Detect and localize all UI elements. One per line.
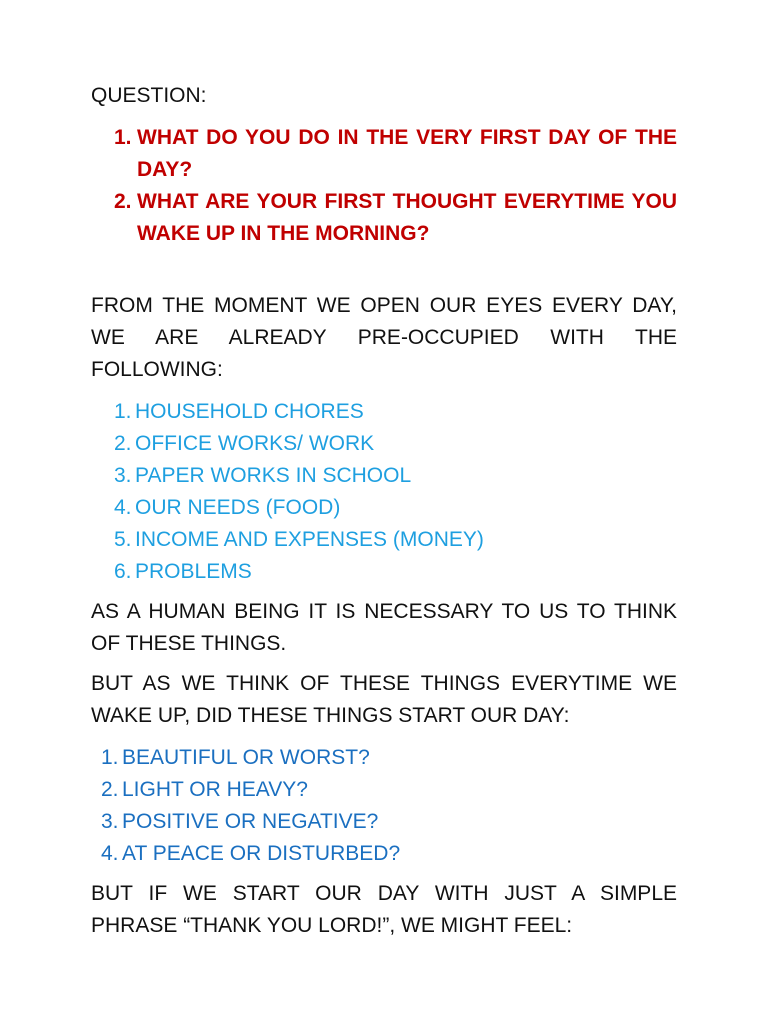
list-item-text: POSITIVE OR NEGATIVE? bbox=[122, 810, 379, 833]
list-item bbox=[114, 556, 677, 588]
list-item bbox=[101, 774, 677, 806]
list-item bbox=[101, 806, 677, 838]
list-item-text: BEAUTIFUL OR WORST? bbox=[122, 746, 370, 769]
question-item bbox=[114, 122, 677, 186]
preoccupation-list bbox=[114, 396, 677, 588]
question-list bbox=[114, 122, 677, 250]
list-item bbox=[114, 492, 677, 524]
closing-paragraph: BUT IF WE START OUR DAY WITH JUST A SIMPLE PHRASE “THANK YOU LORD!”, WE MIGHT FEEL: bbox=[91, 882, 677, 937]
list-number: 2. bbox=[101, 778, 119, 801]
list-number: 4. bbox=[101, 842, 119, 865]
list-number: 3. bbox=[114, 464, 132, 487]
question-item bbox=[114, 186, 677, 250]
list-number: 3. bbox=[101, 810, 119, 833]
list-item bbox=[101, 742, 677, 774]
question-heading: QUESTION: bbox=[91, 84, 207, 107]
question-paragraph: BUT AS WE THINK OF THESE THINGS EVERYTIME WE WAKE UP, DID THESE THINGS START OUR DAY: bbox=[91, 672, 677, 727]
list-number: 2. bbox=[114, 432, 132, 455]
document-page bbox=[91, 80, 677, 942]
intro-paragraph: FROM THE MOMENT WE OPEN OUR EYES EVERY DAY, WE ARE ALREADY PRE-OCCUPIED WITH THE FOLLOWING: bbox=[91, 294, 677, 381]
list-item-text: PROBLEMS bbox=[135, 560, 252, 583]
list-item-text: OUR NEEDS (FOOD) bbox=[135, 496, 341, 519]
question-text: WHAT DO YOU DO IN THE VERY FIRST DAY OF THE DAY? bbox=[137, 126, 677, 181]
list-number: 5. bbox=[114, 528, 132, 551]
list-number: 4. bbox=[114, 496, 132, 519]
list-item-text: AT PEACE OR DISTURBED? bbox=[122, 842, 401, 865]
list-item bbox=[114, 524, 677, 556]
list-number: 2. bbox=[114, 190, 132, 213]
list-item-text: OFFICE WORKS/ WORK bbox=[135, 432, 375, 455]
list-item bbox=[114, 396, 677, 428]
list-item-text: LIGHT OR HEAVY? bbox=[122, 778, 308, 801]
list-number: 1. bbox=[114, 126, 132, 149]
list-item-text: HOUSEHOLD CHORES bbox=[135, 400, 364, 423]
list-item-text: INCOME AND EXPENSES (MONEY) bbox=[135, 528, 484, 551]
day-quality-list bbox=[101, 742, 677, 870]
list-item bbox=[101, 838, 677, 870]
question-text: WHAT ARE YOUR FIRST THOUGHT EVERYTIME YOU WAKE UP IN THE MORNING? bbox=[137, 190, 677, 245]
list-item bbox=[114, 428, 677, 460]
necessity-paragraph: AS A HUMAN BEING IT IS NECESSARY TO US TO THINK OF THESE THINGS. bbox=[91, 600, 677, 655]
list-number: 1. bbox=[101, 746, 119, 769]
list-item bbox=[114, 460, 677, 492]
list-number: 6. bbox=[114, 560, 132, 583]
list-item-text: PAPER WORKS IN SCHOOL bbox=[135, 464, 412, 487]
list-number: 1. bbox=[114, 400, 132, 423]
